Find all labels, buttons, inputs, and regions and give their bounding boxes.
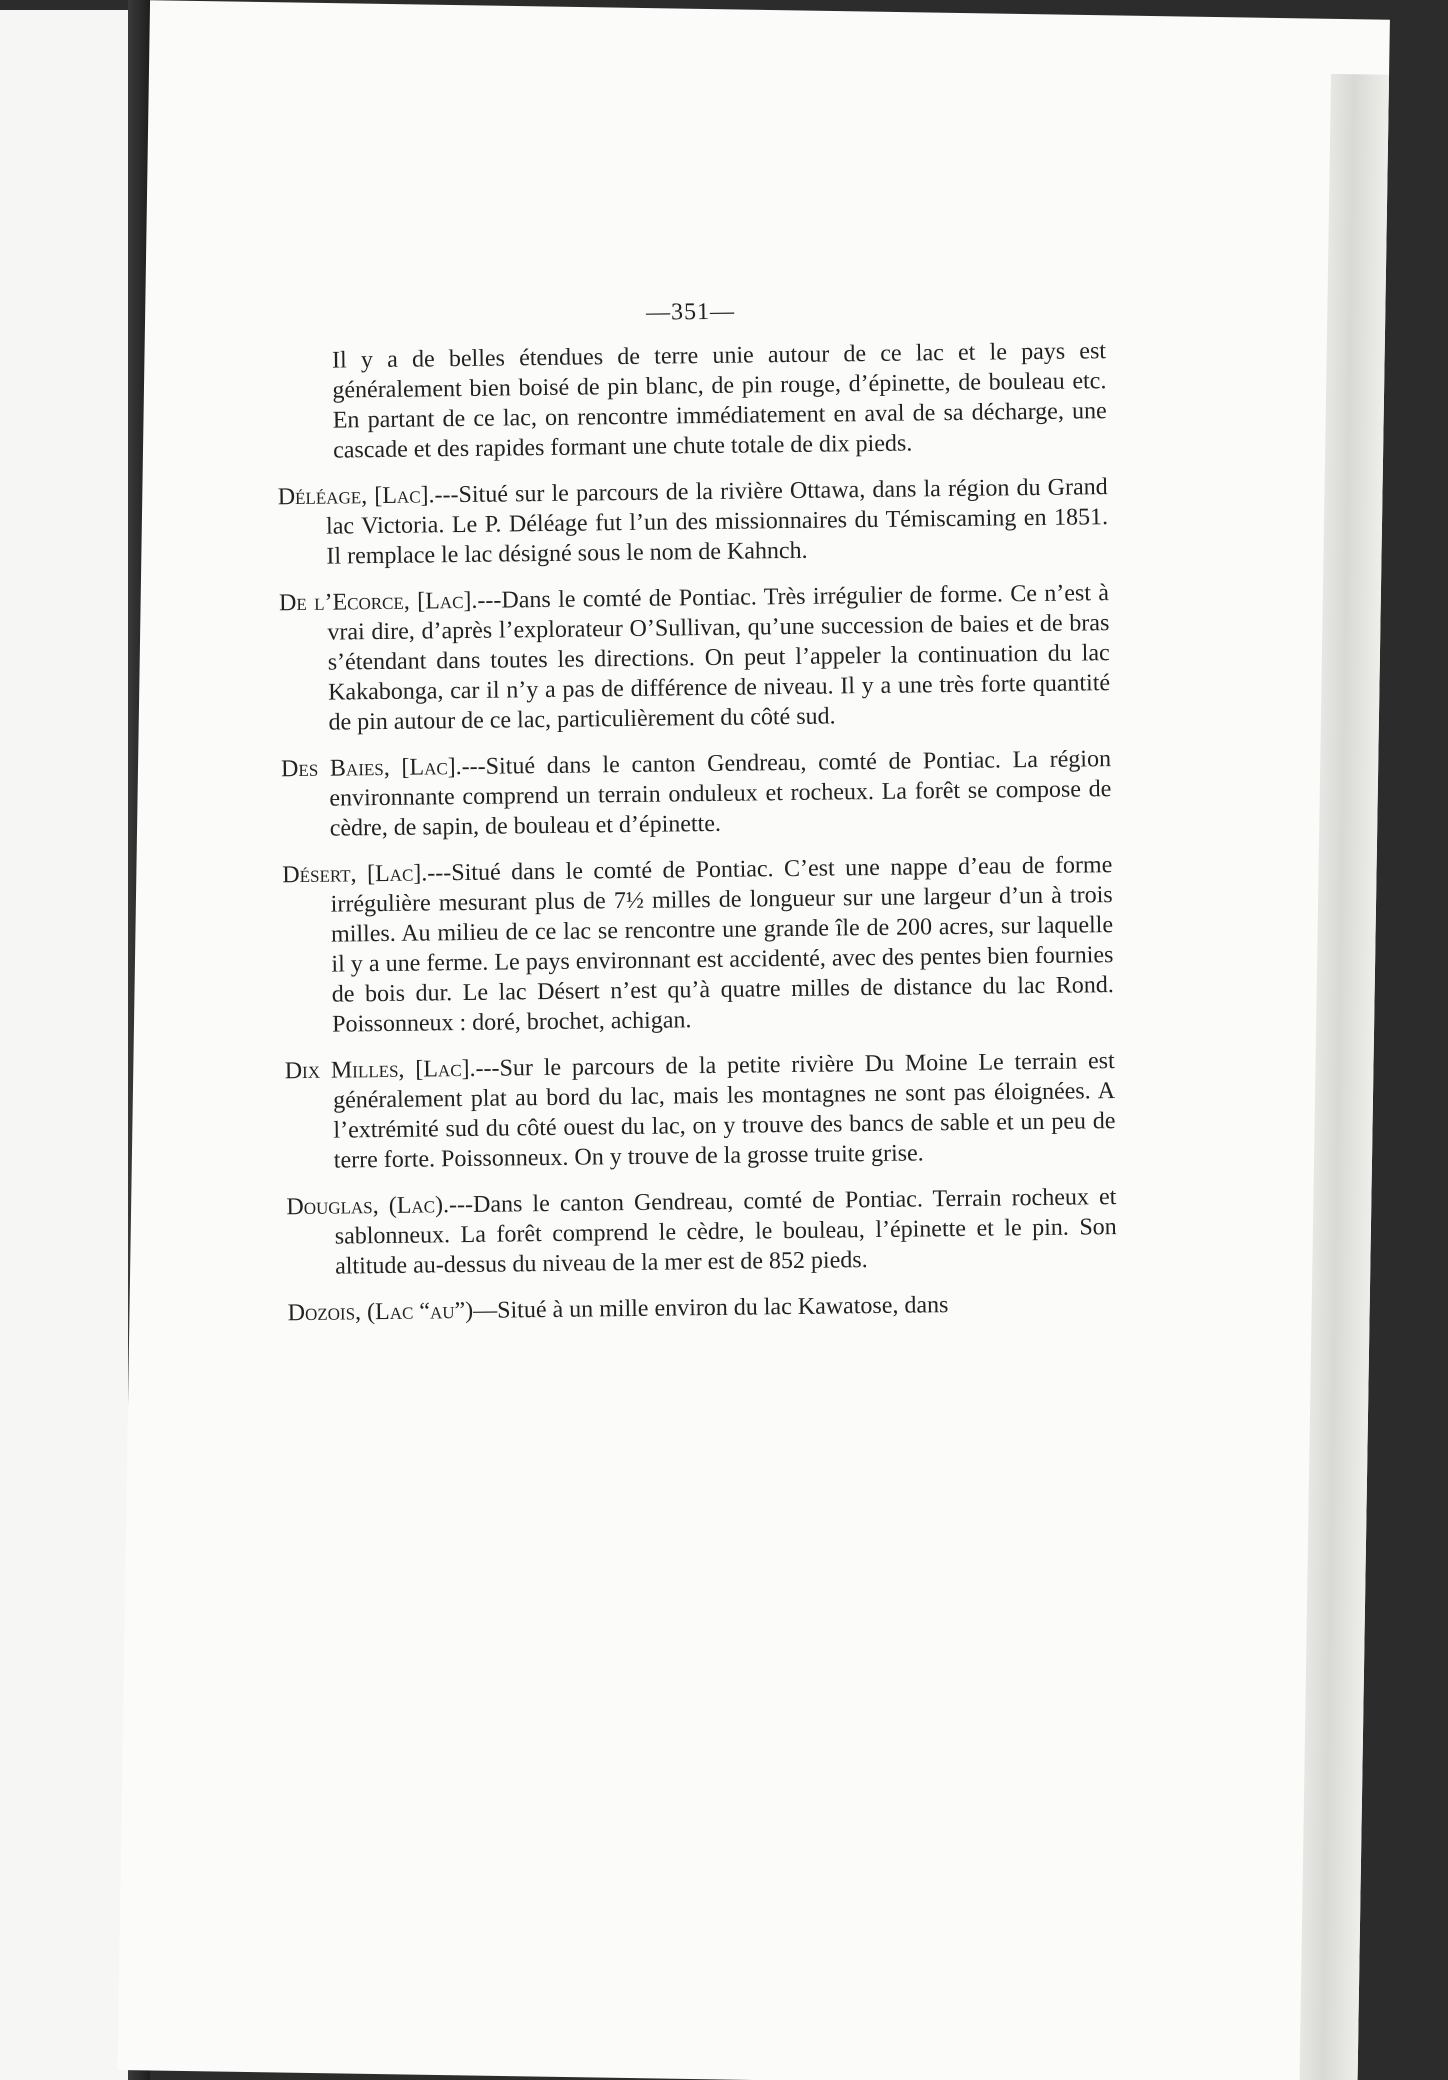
- page-stack-edge: [1299, 74, 1389, 2080]
- entry-text: ---Situé sur le parcours de la rivière Ottawa, dans la région du Grand lac Victoria. Le P. Déléage fut l’un des missionnaires du Témiscaming en 1851. Il remplace le lac désigné sous le nom de Kahnch.: [325, 474, 1109, 570]
- entry-text: —Situé à un mille environ du lac Kawatose, dans: [473, 1292, 949, 1324]
- entry-text: ---Sur le parcours de la petite rivière Du Moine Le terrain est généralement plat au bord du lac, mais les montagnes ne sont pas éloignées. A l’extrémité sud du côté ouest du lac, on y trouve des bancs de sable et un peu de terre forte. Poissonneux. On y trouve de la grosse truite grise.: [332, 1048, 1116, 1174]
- entry-heading: De l’Ecorce, [Lac].: [278, 587, 478, 617]
- entry-des-baies: [281, 744, 1112, 844]
- intro-paragraph: Il y a de belles étendues de terre unie autour de ce lac et le pays est généralement bien boisé de pin blanc, de pin rouge, d’épinette, de bouleau etc. En partant de ce lac, on rencontre immédiatement en aval de sa décharge, une cascade et des rapides formant une chute totale de dix pieds.: [331, 338, 1107, 464]
- book-page: [118, 0, 1390, 2080]
- entry-de-l-ecorce: [279, 578, 1111, 738]
- entry-heading: Dozois, (Lac “au”): [287, 1297, 474, 1327]
- page-text: [275, 292, 1118, 1344]
- entry-heading: Douglas, (Lac).: [286, 1192, 450, 1221]
- entry-desert: [282, 850, 1114, 1040]
- entry-text: ---Situé dans le comté de Pontiac. C’est une nappe d’eau de forme irrégulière mesurant plus de 7½ milles de longueur sur une largeur d’un à trois milles. Au milieu de ce lac se rencontre une grande île de 200 acres, sur laquelle il y a une ferme. Le pays environnant est accidenté, avec des pentes bien fournies de bois dur. Le lac Désert n’est qu’à quatre milles de distance du lac Rond. Poissonneux : doré, brochet, achigan.: [330, 852, 1114, 1038]
- facing-page-edge: [0, 10, 129, 2080]
- entry-dix-milles: [285, 1046, 1116, 1176]
- entry-deleage: [278, 472, 1109, 572]
- entry-douglas: [286, 1182, 1117, 1282]
- entry-text: ---Situé dans le canton Gendreau, comté de Pontiac. La région environnante comprend un terrain onduleux et rocheux. La forêt se compose de cèdre, de sapin, de bouleau et d’épinette.: [329, 746, 1112, 842]
- entry-text: ---Dans le comté de Pontiac. Très irrégulier de forme. Ce n’est à vrai dire, d’après l’explorateur O’Sullivan, qu’une succession de baies et de bras s’étendant dans toutes les directions. On peut l’appeler la continuation du lac Kakabonga, car il n’y a pas de différence de niveau. Il y a une très forte quantité de pin autour de ce lac, particulièrement du côté sud.: [327, 580, 1111, 736]
- entry-heading: Des Baies, [Lac].: [280, 754, 462, 783]
- entry-text: ---Dans le canton Gendreau, comté de Pontiac. Terrain rocheux et sablonneux. La forêt comprend le cèdre, le bouleau, l’épinette et le pin. Son altitude au-dessus du niveau de la mer est de 852 pieds.: [334, 1184, 1117, 1280]
- entry-heading: Désert, [Lac].: [282, 860, 428, 889]
- entry-heading: Dix Milles, [Lac].: [284, 1055, 476, 1085]
- page-number: —351—: [645, 298, 736, 326]
- entry-dozois: [288, 1288, 1118, 1328]
- entry-heading: Déléage, [Lac].: [277, 482, 435, 511]
